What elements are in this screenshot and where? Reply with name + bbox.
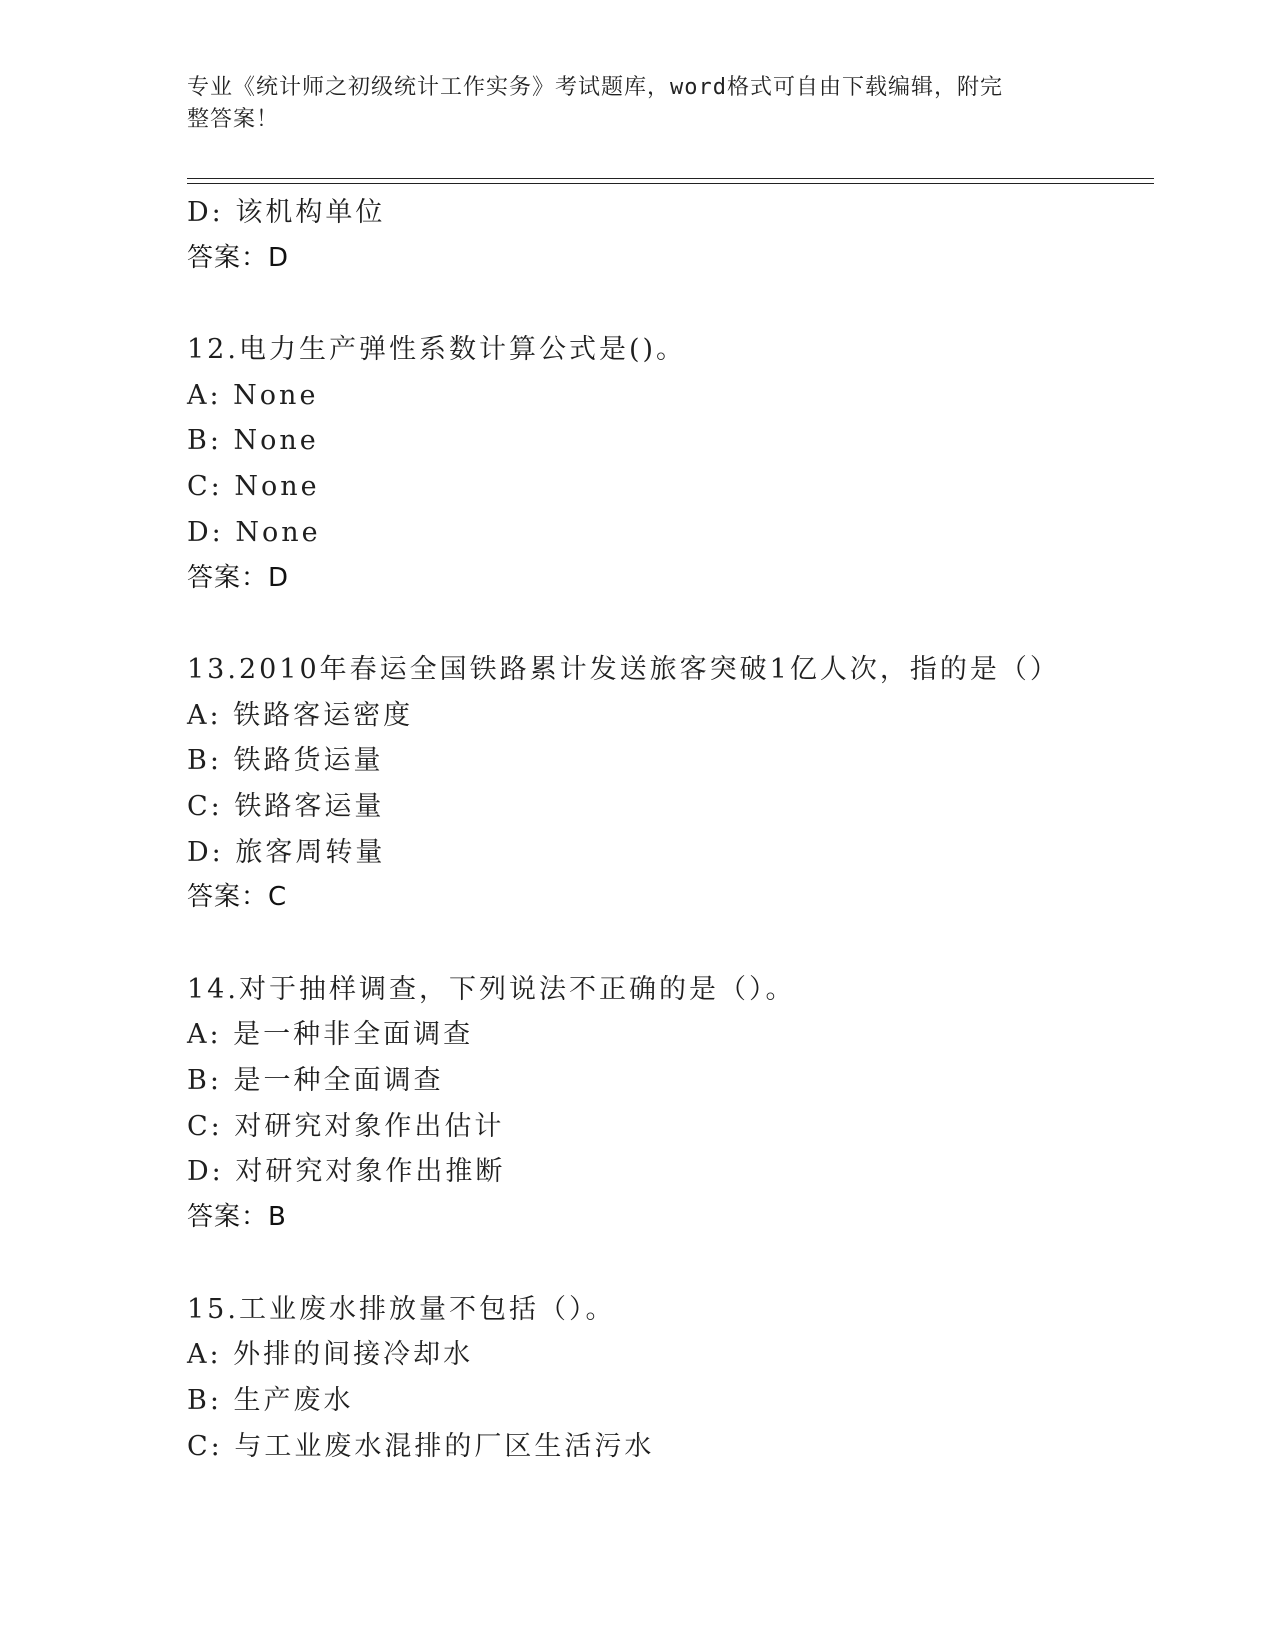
option-b: B: 是一种全面调查 — [187, 1065, 444, 1097]
spacer — [187, 921, 1167, 967]
option-a: A: None — [187, 379, 319, 411]
question-15 — [187, 1287, 1167, 1470]
document-header — [187, 72, 1067, 136]
option-d: D: 该机构单位 — [187, 197, 386, 228]
header-divider-bottom — [187, 183, 1154, 184]
header-line-2: 整答案！ — [187, 107, 280, 132]
question-13 — [187, 647, 1167, 921]
answer-line: 答案：D — [187, 242, 290, 273]
answer-line: 答案：C — [187, 882, 288, 913]
option-b: B: 铁路货运量 — [187, 745, 384, 777]
option-c: C: 与工业废水混排的厂区生活污水 — [187, 1430, 655, 1462]
option-c: C: 铁路客运量 — [187, 790, 385, 822]
option-d: D: None — [187, 516, 321, 548]
option-a: A: 铁路客运密度 — [187, 699, 414, 731]
option-a: A: 外排的间接冷却水 — [187, 1339, 474, 1371]
question-14 — [187, 967, 1167, 1241]
spacer — [187, 601, 1167, 647]
option-a: A: 是一种非全面调查 — [187, 1019, 474, 1051]
option-b: B: 生产废水 — [187, 1384, 354, 1416]
spacer — [187, 1241, 1167, 1287]
option-d: D: 旅客周转量 — [187, 836, 386, 868]
option-b: B: None — [187, 425, 319, 457]
question-stem: 12.电力生产弹性系数计算公式是()。 — [187, 334, 687, 366]
option-c: C: None — [187, 471, 320, 503]
question-stem: 15.工业废水排放量不包括（）。 — [187, 1293, 616, 1325]
answer-line: 答案：B — [187, 1202, 287, 1233]
question-list — [187, 190, 1167, 1469]
question-stem: 13.2010年春运全国铁路累计发送旅客突破1亿人次，指的是（） — [187, 653, 1060, 685]
option-d: D: 对研究对象作出推断 — [187, 1156, 506, 1188]
question-12 — [187, 327, 1167, 601]
question-stem: 14.对于抽样调查，下列说法不正确的是（）。 — [187, 973, 796, 1005]
header-line-1: 专业《统计师之初级统计工作实务》考试题库，word格式可自由下载编辑，附完 — [187, 75, 1003, 100]
spacer — [187, 281, 1167, 327]
header-divider-top — [187, 178, 1154, 179]
option-c: C: 对研究对象作出估计 — [187, 1110, 505, 1142]
answer-line: 答案：D — [187, 562, 290, 593]
